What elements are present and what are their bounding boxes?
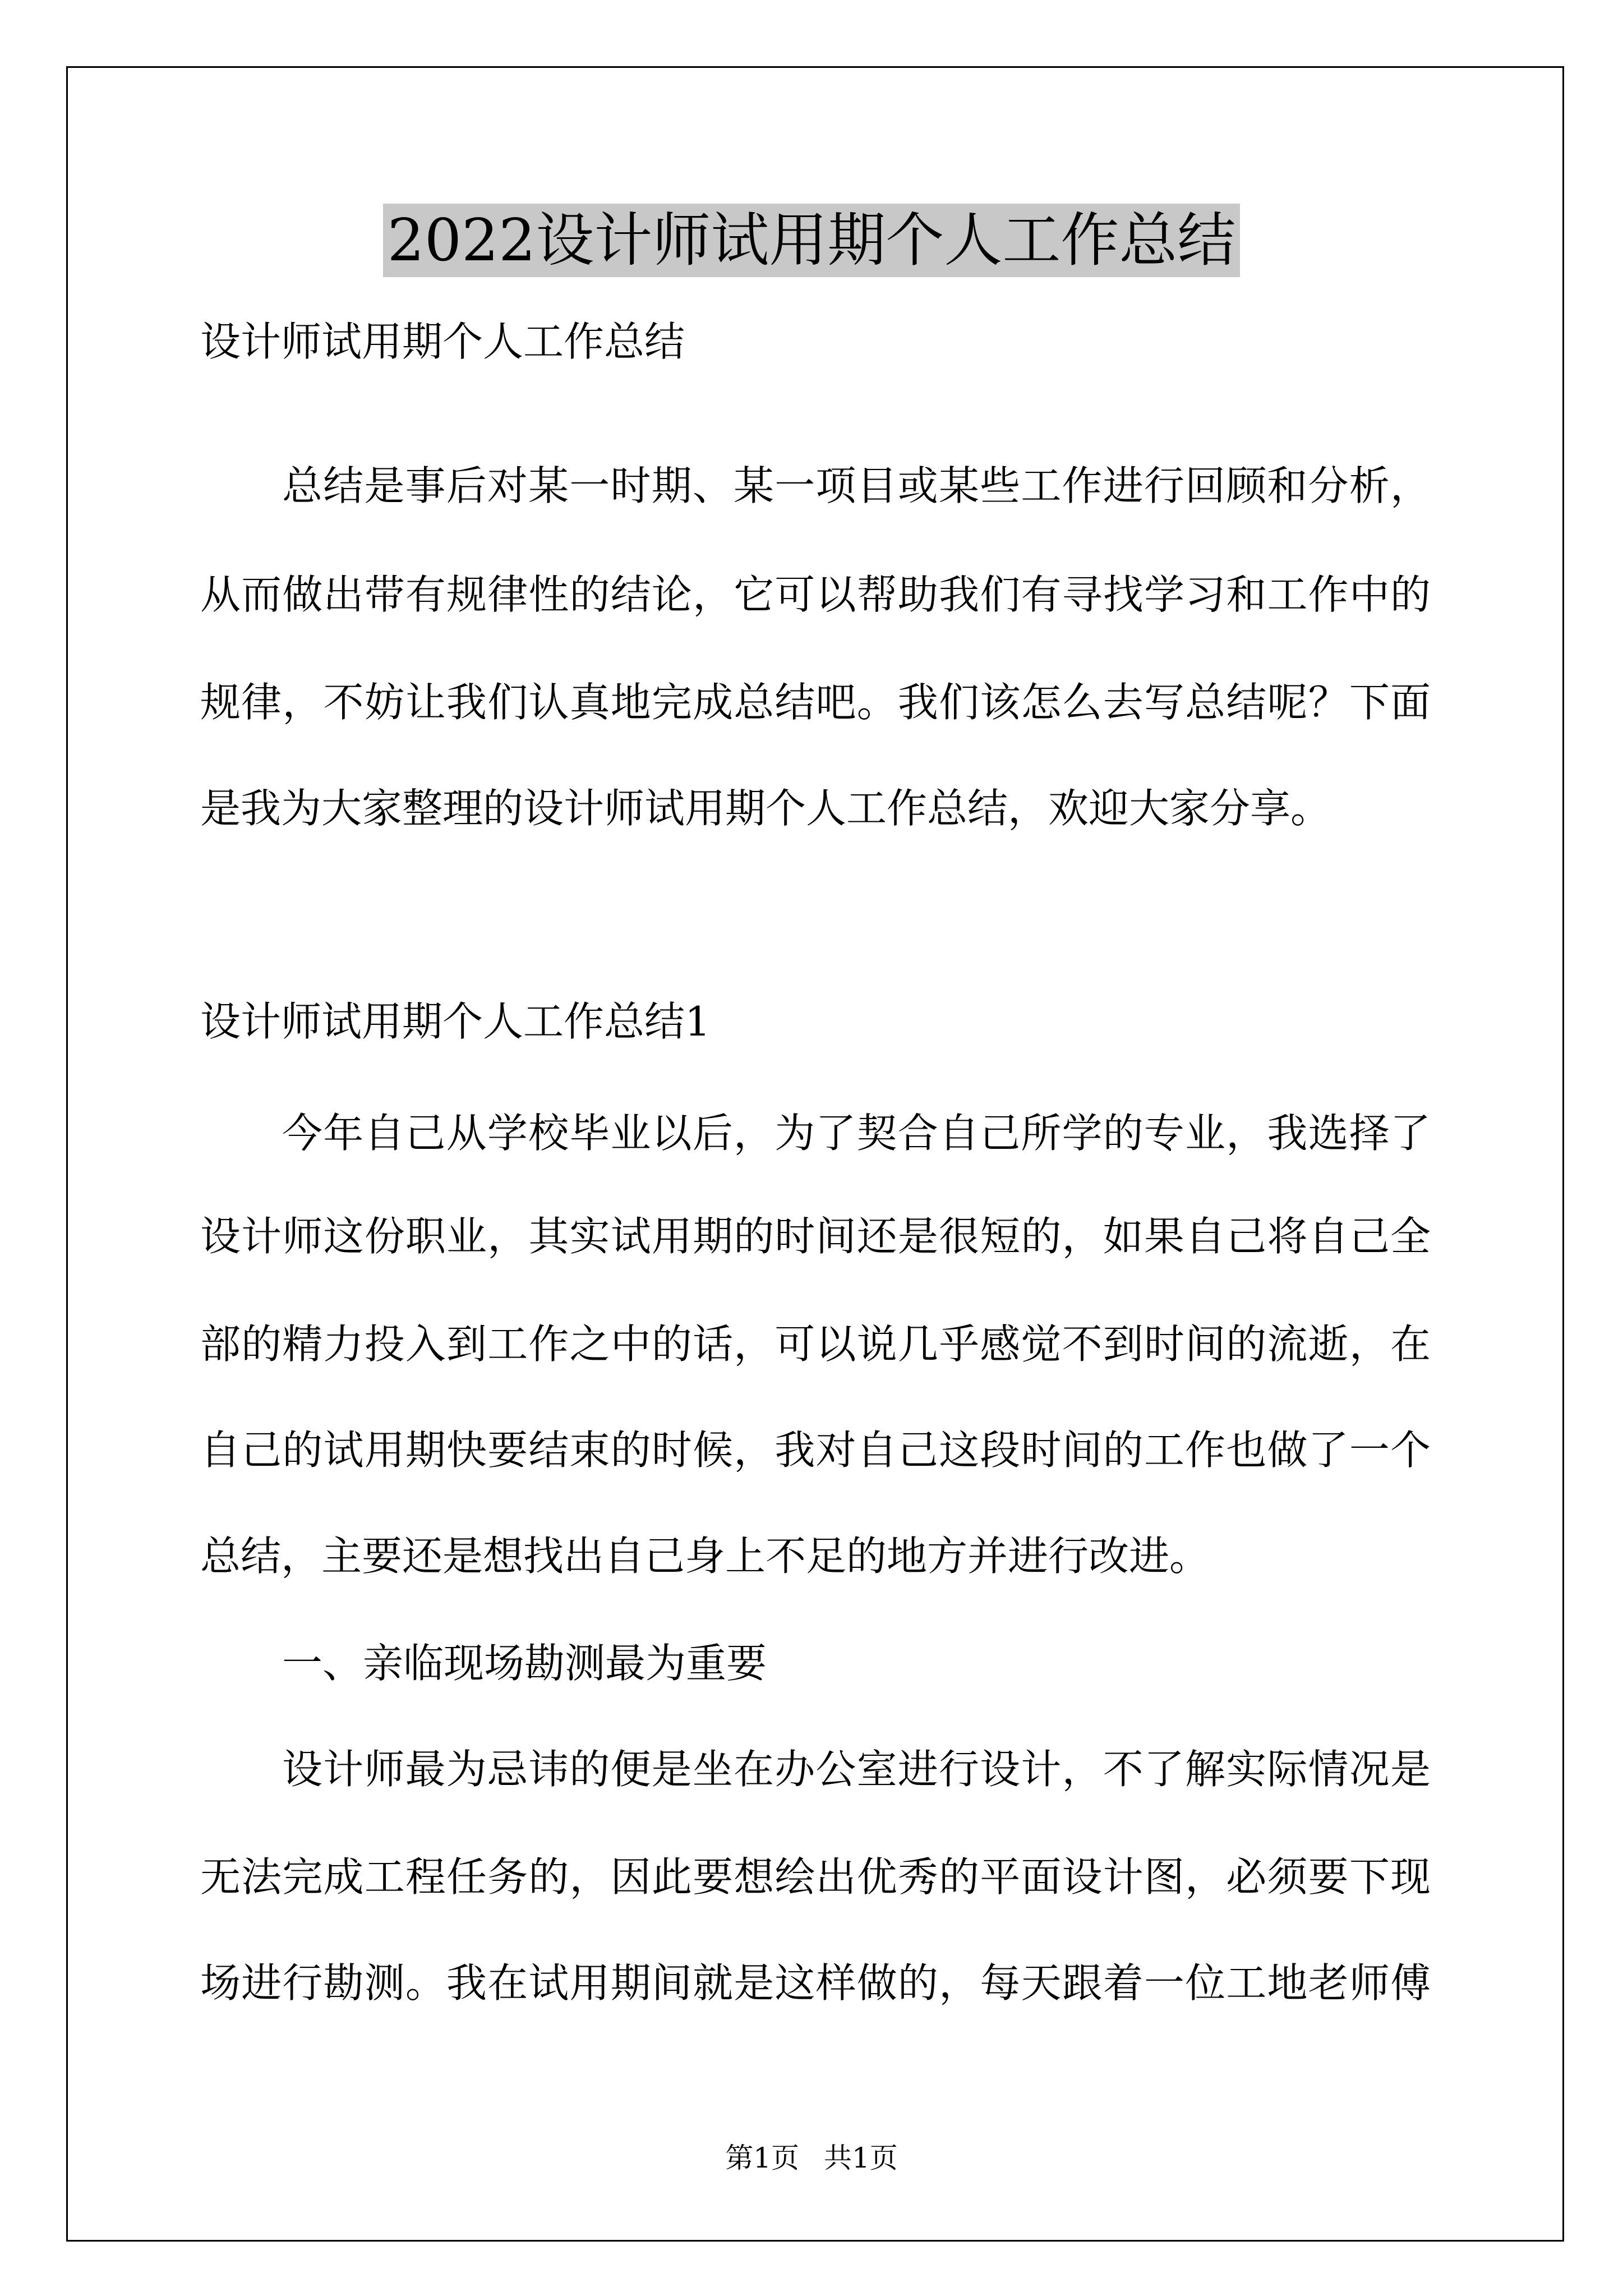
paragraph-line: 设计师这份职业，其实试用期的时间还是很短的，如果自己将自己全 [200, 1213, 1431, 1260]
paragraph-line: 今年自己从学校毕业以后，为了契合自己所学的专业，我选择了 [282, 1110, 1431, 1157]
document-title: 2022设计师试用期个人工作总结 [383, 204, 1241, 277]
paragraph-line: 是我为大家整理的设计师试用期个人工作总结，欢迎大家分享。 [200, 785, 1331, 832]
paragraph-line: 自己的试用期快要结束的时候，我对自己这段时间的工作也做了一个 [200, 1427, 1431, 1474]
page-total: 共1页 [824, 2142, 898, 2174]
point-heading: 一、亲临现场勘测最为重要 [282, 1640, 767, 1687]
paragraph-line: 场进行勘测。我在试用期间就是这样做的，每天跟着一位工地老师傅 [200, 1959, 1431, 2007]
section-heading: 设计师试用期个人工作总结1 [200, 998, 711, 1045]
paragraph-line: 部的精力投入到工作之中的话，可以说几乎感觉不到时间的流逝，在 [200, 1320, 1431, 1368]
paragraph-line: 无法完成工程任务的，因此要想绘出优秀的平面设计图，必须要下现 [200, 1853, 1431, 1901]
paragraph-line: 规律，不妨让我们认真地完成总结吧。我们该怎么去写总结呢？下面 [200, 679, 1431, 726]
page-footer [0, 2141, 1623, 2175]
page-number: 第1页 [725, 2142, 799, 2174]
title-container [0, 204, 1623, 277]
paragraph-line: 总结，主要还是想找出自己身上不足的地方并进行改进。 [200, 1533, 1210, 1580]
paragraph-line: 总结是事后对某一时期、某一项目或某些工作进行回顾和分析， [282, 462, 1431, 509]
document-subtitle: 设计师试用期个人工作总结 [200, 318, 685, 365]
paragraph-line: 从而做出带有规律性的结论，它可以帮助我们有寻找学习和工作中的 [200, 571, 1431, 618]
paragraph-line: 设计师最为忌讳的便是坐在办公室进行设计，不了解实际情况是 [282, 1746, 1431, 1793]
